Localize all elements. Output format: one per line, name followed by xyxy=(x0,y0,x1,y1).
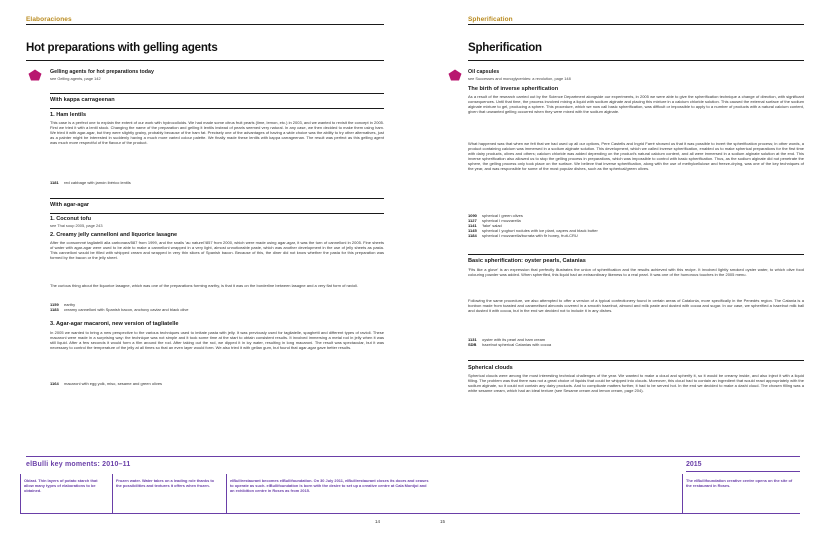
list-item: 1145 spherical I yoghurt nodules with ice plant, capers and black butter xyxy=(468,228,598,234)
divider xyxy=(26,24,384,25)
reference-subtitle: see Successes and monoglycerides: a revolution, page 148 xyxy=(468,76,571,81)
body-paragraph: Spherical clouds were among the most interesting technical challenges of the year. We wanted to make a cloud and spherify it, so it would be creamy inside, and also inject it with a liquid filling. The problem was that there was not a great choice of liquids that could be whipped into clouds. Moreover, this cloud had to contain an ingredient that would react appropriately with the sodium alginate, so it could not contain any dairy products. And to complicate matters further, it had to be served hot. In the end we decided to make a dashi cloud. The chosen filling was a white sesame cream, which had an ideal texture (see Sesame cream and lemon cream, page 204). xyxy=(468,373,804,394)
page-title: Spherification xyxy=(468,42,542,54)
timeline-entry: Oblast. Thin layers of potato starch that allow many types of elaborations to be obtained. xyxy=(24,478,98,493)
timeline-marker xyxy=(112,474,113,514)
list-item: 1131 oyster with its pearl and ham cream xyxy=(468,337,546,342)
page-number: 14 xyxy=(375,519,381,524)
recipe-list xyxy=(50,180,131,185)
divider xyxy=(50,93,384,94)
item-title: 2. Creamy jelly cannelloni and liquorice lasagne xyxy=(50,232,178,238)
pentagon-icon xyxy=(448,69,462,81)
timeline-entry: Frozen water. Water takes on a leading role thanks to the possibilities and textures it offers when frozen. xyxy=(116,478,215,488)
divider xyxy=(468,254,804,255)
body-paragraph: Following the same procedure, we also attempted to offer a version of a typical confectionery found in certain areas of Catalonia, more specifically in the Penedès region. The Catania is a bonbon made from toasted and caramelised almonds covered in a smooth hazelnut, almond and milk paste and dusted with cocoa and sugar. In our case, we spherified a hazelnut milk ball and dusted it with cocoa, but in the end we decided not to include it in any dishes. xyxy=(468,298,804,314)
section-heading: The birth of inverse spherification xyxy=(468,86,559,92)
list-item: 1127 spherical I mozzarella xyxy=(468,218,521,224)
divider xyxy=(50,108,384,109)
reference-subtitle: see Gelling agents, page 142 xyxy=(50,76,101,81)
page-number: 15 xyxy=(440,519,446,524)
reference-title: Oil capsules xyxy=(468,69,500,75)
timeline-marker xyxy=(682,474,683,514)
section-heading: With agar-agar xyxy=(50,202,90,208)
section-label: Spherification xyxy=(468,16,513,23)
right-page xyxy=(410,0,820,538)
section-heading: Basic spherification: oyster pearls, Catanias xyxy=(468,258,586,264)
recipe-list xyxy=(50,302,189,312)
recipe-list xyxy=(468,337,551,347)
timeline-entry: The elBullifoundation creative centre opens on the site of the restaurant in Roses. xyxy=(686,478,793,488)
list-item: 1090 spherical I green olives xyxy=(468,213,523,218)
divider xyxy=(468,360,804,361)
timeline-entry: elBullirestaurant becomes elBullifoundation. On 30 July 2011, elBullirestaurant closes its doors and ceases to operate as such. elBullifoundation is born with the desire to set up a creative centre at Cala Montjoi and an exhibition centre in Roses as from 2015. xyxy=(230,478,429,493)
timeline-year-rule xyxy=(686,471,800,472)
divider xyxy=(468,60,804,61)
reference-title: Gelling agents for hot preparations today xyxy=(50,69,154,75)
timeline-marker xyxy=(226,474,227,514)
list-item: 1159 earthy xyxy=(50,302,76,307)
list-item: 1181 red cabbage with jamón ibérico lentils xyxy=(50,180,131,185)
page-title: Hot preparations with gelling agents xyxy=(26,42,218,54)
divider xyxy=(50,213,384,214)
timeline-top-rule xyxy=(26,456,800,457)
item-title: 3. Agar-agar macaroni, new version of tagliatelle xyxy=(50,321,179,327)
list-item: 1184 spherical I mozzarella/burrata with fir honey, fruit-CRU xyxy=(468,233,578,239)
timeline-year: 2015 xyxy=(686,461,702,468)
body-paragraph: In 2005 we wanted to bring a new perspective to the various techniques used to imitate pasta with jelly. It was previously used for tagliatelle, spaghetti and different types of ravioli. These macaroni were made in a surprising way: the technique was not simple and it took some time at the start to obtain consistent results. It involved immersing a metal rod in jelly when it was still liquid. After a few seconds it would form a film around the rod. After taking out the rod, we dipped it in icy water, resulting in long macaroni. The result was spectacular, but it was necessary to control the temperature of the jelly at all times so that an even layer would form. We also tried it with gellan gum, but found that agar-agar gave better results. xyxy=(50,330,384,351)
section-label: Elaboraciones xyxy=(26,16,72,23)
body-paragraph: This case is a perfect one to explain the extent of our work with hydrocolloids. We had made some citrus fruit pearls (lime, lemon, etc.) in 2003, and we wanted to revisit the concept in 2005. First we tried it with a lentil stock. Changing the name of the preparation and gelling it lentils instead of pearls seemed very natural. In any case, we then decided to make them using ham. We tried it with agar-agar, but they were slightly grainy, probably because of the ham fat. Precisely one of the advantages of having a wide choice was the ability to try other alternatives, just as a painter might be interested in suddenly having a much more varied colour palette. We finally made these lentils with kappa carrageenan. The result was perfect as this gelling agent was much more respectful of the flavour of the product. xyxy=(50,120,384,146)
list-item: 1164 macaroni with egg yolk, miso, sesame and green olives xyxy=(50,381,163,386)
list-item: 1141 'fake' salad xyxy=(468,223,502,229)
recipe-list xyxy=(50,381,162,386)
section-heading: Spherical clouds xyxy=(468,365,513,371)
divider xyxy=(468,24,804,25)
body-paragraph: What happened was that when we felt that we had used up all our options, Pere Castells and Ingrid Farré showed us that it was possible to invert the spherification process; in other words, a product containing calcium was immersed in a sodium alginate solution. This development, which we called inverse spherification, enabled us to make spherical preparations for the first time with dairy products, olives and others; calcium chloride was added depending on the product's natural calcium content, and all were immersed in a sodium alginate solution at the end. This inverse spherification also allowed us to stop the gelling process in preparations, which was impossible to control with basic spherification. Thus, as the sodium alginate did not penetrate the sphere, the gelling process only took place on the surface. We believe that inverse spherification, along with the use of methylcellulose and freeze-drying, was one of the key techniques of the year, and was responsible for some of the most popular dishes, such as the spherical/green olives. xyxy=(468,141,804,172)
recipe-list xyxy=(468,213,598,238)
divider xyxy=(26,60,384,61)
section-heading: With kappa carrageenan xyxy=(50,97,115,103)
item-reference: see Thai soup 2005, page 243 xyxy=(50,223,103,228)
body-paragraph: After the consommé tagliatelli alla carbonara/587 from 1999, and the snails 'au naturel'/857 from 2000, which were made using agar-agar, it was the turn of cannelloni in 2005. Fine sheets of water with agar-agar were used to be able to make a cannelloni wrapped in a very light, almost unnoticeable paste, which was another development in the use of jelly sheets as pasta. This cannelloni would be filled with whipped cream and wrapped in very thin slices of Spanish bacon. Because of this, the diner did not know whether the pasta for this preparation was formed by the bacon or the jelly sheet. xyxy=(50,240,384,261)
item-title: 1. Ham lentils xyxy=(50,112,87,118)
pentagon-icon xyxy=(28,69,42,81)
body-paragraph: 'Fits like a glove' is an expression that perfectly illustrates the union of spherification and the results achieved with this recipe. It involved lightly smoked oyster water, to which olive food colouring powder was added. When spherified, this liquid had an extraordinary likeness to a real pearl. It was one of the humorous touches in the 2005 menu. xyxy=(468,267,804,278)
list-item: SDB hazelnut spherical Catanias with cocoa xyxy=(468,342,552,348)
timeline-title: elBulli key moments: 2010–11 xyxy=(26,461,131,468)
timeline-marker xyxy=(20,474,21,514)
divider xyxy=(50,198,384,199)
body-paragraph: As a result of the research carried out by the Science Department alongside our experiments, in 2005 we were able to give the spherification technique a change of direction, with significant consequences. Until that time, the process involved mixing a liquid with sodium alginate and placing this mixture in a calcium chloride solution. This caused the external surface of the sodium alginate mixture to gel, producing a sphere. This procedure, which we now call basic spherification, was difficult or impossible to apply to a number of products with a natural calcium content, given that unwanted gelling occurred when they were mixed with the sodium alginate. xyxy=(468,94,804,115)
list-item: 1183 creamy cannelloni with Spanish bacon, anchovy caviar and black olive xyxy=(50,307,189,313)
timeline-axis xyxy=(20,513,800,514)
body-paragraph: The curious thing about the liquorice lasagne, which was one of the preparations forming earthy, is that it was on the borderline between lasagne and a very flat form of ravioli. xyxy=(50,283,359,288)
item-title: 1. Coconut tofu xyxy=(50,216,92,222)
